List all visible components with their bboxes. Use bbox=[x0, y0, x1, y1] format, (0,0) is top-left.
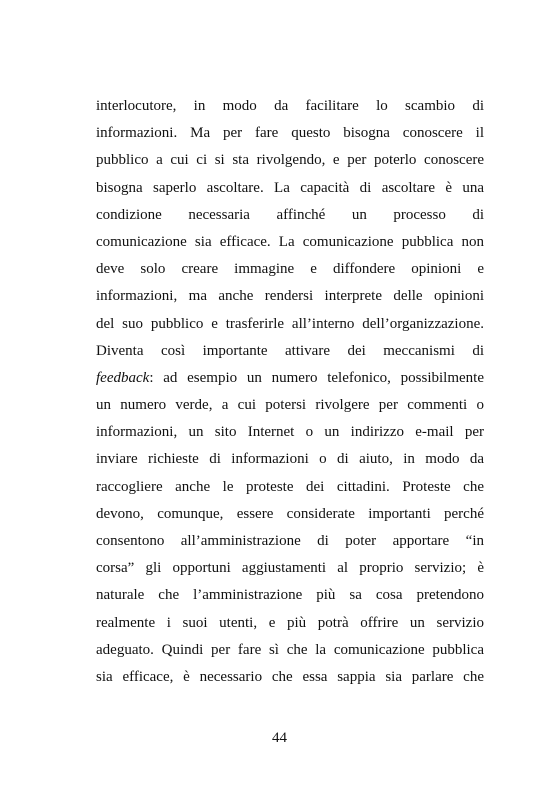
text-line: raccogliere anche le proteste dei cittadini. Proteste che bbox=[96, 478, 484, 495]
text-line: del suo pubblico e trasferirle all’interno dell’organizzazione. bbox=[96, 315, 484, 332]
text-line: informazioni, ma anche rendersi interprete delle opinioni bbox=[96, 288, 484, 305]
text-line: condizione necessaria affinché un processo di bbox=[96, 206, 484, 223]
text-line: informazioni. Ma per fare questo bisogna conoscere il bbox=[96, 125, 484, 142]
feedback-term: feedback bbox=[96, 369, 150, 386]
text-line: pubblico a cui ci si sta rivolgendo, e per poterlo conoscere bbox=[96, 152, 484, 169]
text-line: realmente i suoi utenti, e più potrà offrire un servizio bbox=[96, 614, 484, 631]
text-line: bisogna saperlo ascoltare. La capacità di ascoltare è una bbox=[96, 179, 484, 196]
text-line: interlocutore, in modo da facilitare lo scambio di bbox=[96, 98, 484, 114]
text-line: informazioni, un sito Internet o un indirizzo e-mail per bbox=[96, 424, 484, 441]
page-number: 44 bbox=[272, 730, 287, 746]
text-line: inviare richieste di informazioni o di aiuto, in modo da bbox=[96, 451, 484, 468]
text-line: sia efficace, è necessario che essa sappia sia parlare che bbox=[96, 668, 484, 685]
text-line: adeguato. Quindi per fare sì che la comunicazione pubblica bbox=[96, 641, 484, 658]
text-line: corsa” gli opportuni aggiustamenti al proprio servizio; è bbox=[96, 560, 484, 577]
feedback-line-rest: : ad esempio un numero telefonico, possibilmente bbox=[149, 369, 484, 386]
text-line: devono, comunque, essere considerate importanti perché bbox=[96, 505, 484, 522]
text-line-feedback bbox=[96, 365, 484, 392]
body-text bbox=[96, 93, 484, 691]
text-line: comunicazione sia efficace. La comunicazione pubblica non bbox=[96, 233, 484, 250]
text-line: deve solo creare immagine e diffondere opinioni e bbox=[96, 261, 484, 278]
text-line: naturale che l’amministrazione più sa cosa pretendono bbox=[96, 587, 484, 604]
text-line: consentono all’amministrazione di poter apportare “in bbox=[96, 533, 484, 549]
text-line: Diventa così importante attivare dei meccanismi di bbox=[96, 342, 484, 359]
text-line: un numero verde, a cui potersi rivolgere per commenti o bbox=[96, 397, 484, 414]
